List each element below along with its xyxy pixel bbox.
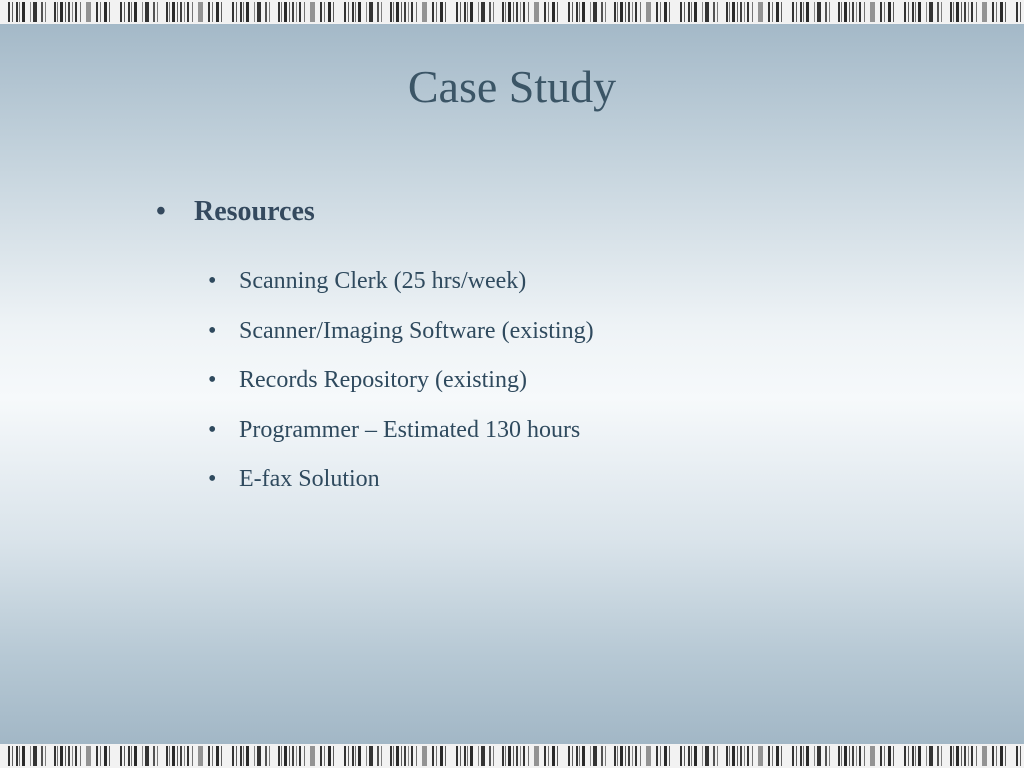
bullet-marker: • bbox=[208, 417, 217, 443]
list-item bbox=[208, 268, 526, 295]
bullet-marker: • bbox=[208, 318, 217, 344]
bullet-marker: • bbox=[208, 268, 217, 294]
list-item bbox=[208, 367, 527, 394]
bullet-marker: • bbox=[208, 466, 217, 492]
bullet-marker: • bbox=[208, 367, 217, 393]
list-item-text: Records Repository (existing) bbox=[239, 367, 527, 393]
list-item-text: Scanning Clerk (25 hrs/week) bbox=[239, 268, 527, 294]
section-heading: Resources bbox=[194, 196, 315, 227]
top-stripe-border bbox=[0, 0, 1024, 24]
list-item-text: E-fax Solution bbox=[239, 466, 380, 492]
bullet-marker: • bbox=[156, 196, 166, 227]
list-item bbox=[208, 318, 594, 345]
slide-title: Case Study bbox=[407, 61, 617, 112]
bottom-stripe-border bbox=[0, 744, 1024, 768]
list-item bbox=[208, 466, 380, 493]
list-item-text: Scanner/Imaging Software (existing) bbox=[239, 318, 594, 344]
section-bullet bbox=[156, 196, 315, 228]
list-item-text: Programmer – Estimated 130 hours bbox=[239, 417, 581, 443]
list-item bbox=[208, 417, 580, 444]
